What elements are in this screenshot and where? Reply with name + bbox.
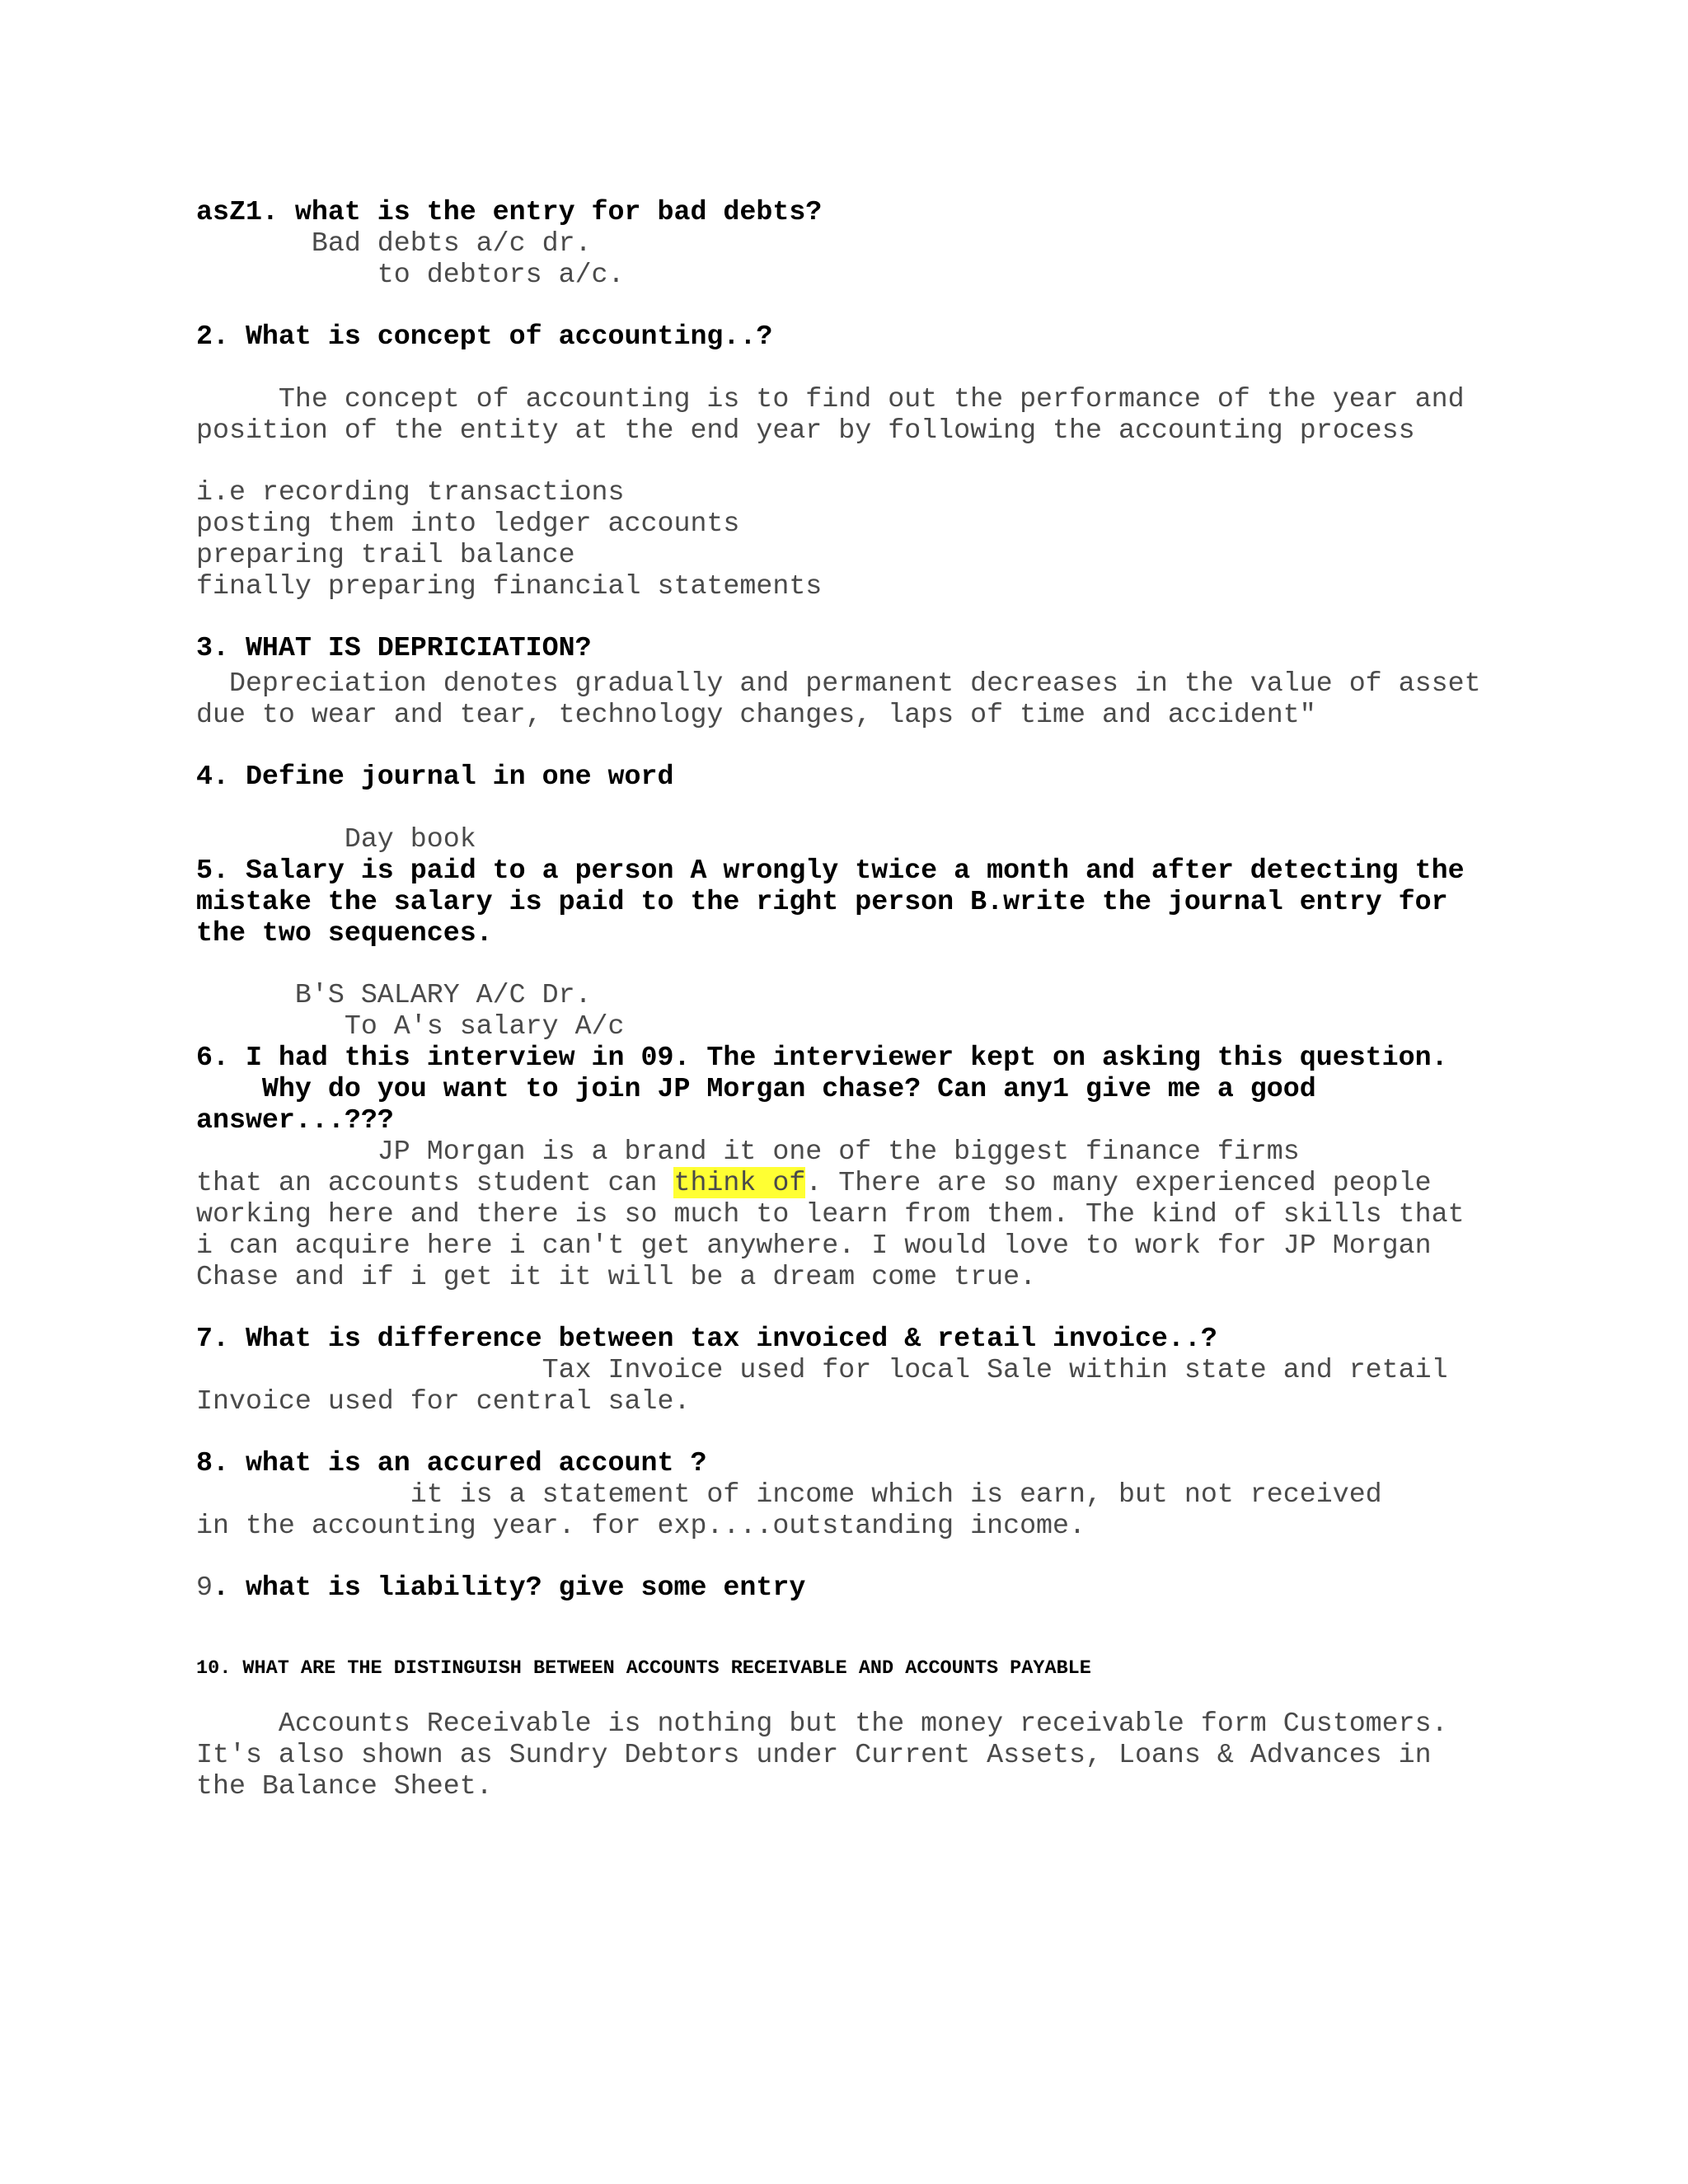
answer-7-line-2: Invoice used for central sale. <box>196 1385 691 1417</box>
question-5-line-2: mistake the salary is paid to the right person B.write the journal entry for <box>196 886 1448 917</box>
question-8: 8. what is an accured account ? <box>196 1447 707 1479</box>
answer-6-line-2 <box>196 1167 1432 1198</box>
answer-6-line-5: Chase and if i get it it will be a dream come true. <box>196 1261 1037 1292</box>
answer-2-line-2: position of the entity at the end year by following the accounting process <box>196 415 1415 446</box>
answer-6-line-2-end: . There are so many experienced people <box>805 1167 1432 1198</box>
answer-5-line-2: To A's salary A/c <box>196 1010 625 1042</box>
answer-2-step-2: posting them into ledger accounts <box>196 508 740 539</box>
question-10: 10. WHAT ARE THE DISTINGUISH BETWEEN ACCOUNTS RECEIVABLE AND ACCOUNTS PAYABLE <box>196 1657 1091 1680</box>
question-5-line-3: the two sequences. <box>196 917 493 949</box>
question-9-number: 9 <box>196 1572 213 1603</box>
answer-2-line-1: The concept of accounting is to find out the performance of the year and <box>196 383 1465 415</box>
answer-6-line-2-start: that an accounts student can <box>196 1167 674 1198</box>
answer-5-line-1: B'S SALARY A/C Dr. <box>196 979 592 1010</box>
question-1: asZ1. what is the entry for bad debts? <box>196 196 823 227</box>
answer-8-line-1: it is a statement of income which is earn, but not received <box>196 1479 1382 1510</box>
question-9 <box>196 1572 805 1603</box>
answer-2-step-3: preparing trail balance <box>196 539 575 570</box>
answer-3-line-1: Depreciation denotes gradually and permanent decreases in the value of asset <box>196 668 1481 699</box>
highlighted-text: think of <box>673 1167 806 1198</box>
answer-6-line-1: JP Morgan is a brand it one of the biggest finance firms <box>196 1136 1300 1167</box>
question-6-line-2: Why do you want to join JP Morgan chase? Can any1 give me a good <box>196 1073 1316 1104</box>
answer-10-line-3: the Balance Sheet. <box>196 1770 493 1802</box>
answer-2-step-1: i.e recording transactions <box>196 476 625 508</box>
answer-1-line-2: to debtors a/c. <box>196 259 625 290</box>
answer-6-line-4: i can acquire here i can't get anywhere. I would love to work for JP Morgan <box>196 1230 1432 1261</box>
question-4: 4. Define journal in one word <box>196 761 674 792</box>
answer-6-line-3: working here and there is so much to learn from them. The kind of skills that <box>196 1198 1465 1230</box>
question-2: 2. What is concept of accounting..? <box>196 321 773 352</box>
question-5-line-1: 5. Salary is paid to a person A wrongly twice a month and after detecting the <box>196 855 1465 886</box>
answer-1-line-1: Bad debts a/c dr. <box>196 227 592 259</box>
question-3: 3. WHAT IS DEPRICIATION? <box>196 632 592 663</box>
answer-2-step-4: finally preparing financial statements <box>196 570 823 602</box>
question-6-line-1: 6. I had this interview in 09. The interviewer kept on asking this question. <box>196 1042 1448 1073</box>
answer-3-line-2: due to wear and tear, technology changes, laps of time and accident" <box>196 699 1316 730</box>
question-6-line-3: answer...??? <box>196 1104 394 1136</box>
answer-7-line-1: Tax Invoice used for local Sale within state and retail <box>196 1354 1448 1385</box>
question-7: 7. What is difference between tax invoiced & retail invoice..? <box>196 1323 1217 1354</box>
answer-4-line-1: Day book <box>196 823 476 855</box>
answer-10-line-2: It's also shown as Sundry Debtors under Current Assets, Loans & Advances in <box>196 1739 1432 1770</box>
answer-10-line-1: Accounts Receivable is nothing but the money receivable form Customers. <box>196 1708 1448 1739</box>
question-9-text: . what is liability? give some entry <box>212 1572 806 1603</box>
answer-8-line-2: in the accounting year. for exp....outstanding income. <box>196 1510 1085 1541</box>
